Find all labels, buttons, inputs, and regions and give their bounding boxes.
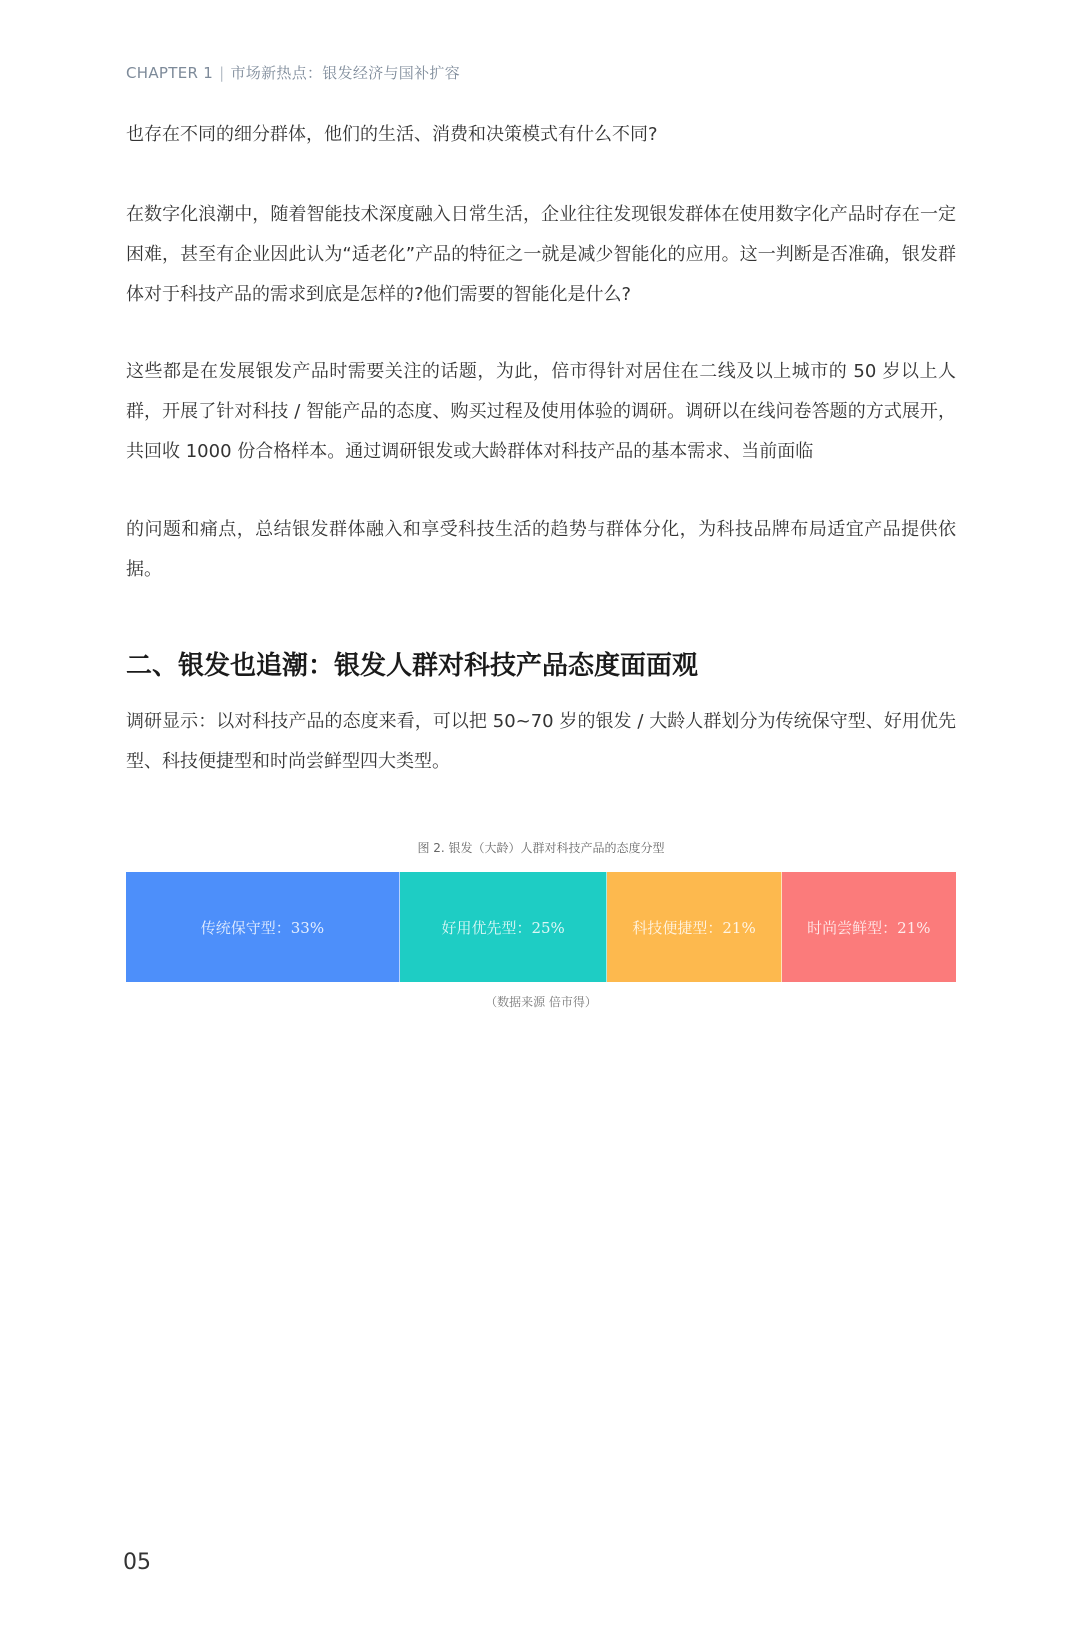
- page-number: 05: [123, 1550, 151, 1575]
- bar-segment-label-4: 时尚尝鲜型：21%: [807, 918, 931, 937]
- bar-segment-2: [400, 872, 608, 982]
- chapter-section-title: 市场新热点：银发经济与国补扩容: [230, 64, 461, 82]
- figure-caption: 图 2. 银发（大龄）人群对科技产品的态度分型: [417, 841, 665, 855]
- paragraph-1: 也存在不同的细分群体，他们的生活、消费和决策模式有什么不同?: [126, 124, 658, 145]
- chapter-label: CHAPTER 1: [126, 64, 214, 82]
- header-separator: |: [219, 64, 225, 82]
- data-source-note: （数据来源 倍市得）: [485, 995, 597, 1009]
- bar-segment-label-1: 传统保守型：33%: [200, 918, 325, 937]
- bar-segment-3: [607, 872, 781, 982]
- section-heading: 二、银发也追潮：银发人群对科技产品态度面面观: [126, 651, 699, 681]
- paragraph-2: 在数字化浪潮中，随着智能技术深度融入日常生活，企业往往发现银发群体在使用数字化产品时存在一定困难，甚至有企业因此认为“适老化”产品的特征之一就是减少智能化的应用。这一判断是否准确，银发群体对于科技产品的需求到底是怎样的?他们需要的智能化是什么?: [126, 204, 956, 305]
- bar-segment-1: [126, 872, 400, 982]
- bar-segment-4: [782, 872, 956, 982]
- paragraph-4: 的问题和痛点，总结银发群体融入和享受科技生活的趋势与群体分化，为科技品牌布局适宜产品提供依据。: [126, 519, 956, 580]
- bar-segment-label-3: 科技便捷型：21%: [632, 918, 756, 937]
- intro-paragraph: 调研显示：以对科技产品的态度来看，可以把 50~70 岁的银发 / 大龄人群划分为传统保守型、好用优先型、科技便捷型和时尚尝鲜型四大类型。: [126, 711, 956, 772]
- running-header: [126, 62, 460, 83]
- paragraph-3: 这些都是在发展银发产品时需要关注的话题，为此，倍市得针对居住在二线及以上城市的 50 岁以上人群，开展了针对科技 / 智能产品的态度、购买过程及使用体验的调研。调研以在线问卷答题的方式展开，共回收 1000 份合格样本。通过调研银发或大龄群体对科技产品的基本需求、当前面临: [126, 361, 956, 462]
- bar-segment-label-2: 好用优先型：25%: [441, 918, 565, 937]
- stacked-bar-chart: [126, 872, 956, 982]
